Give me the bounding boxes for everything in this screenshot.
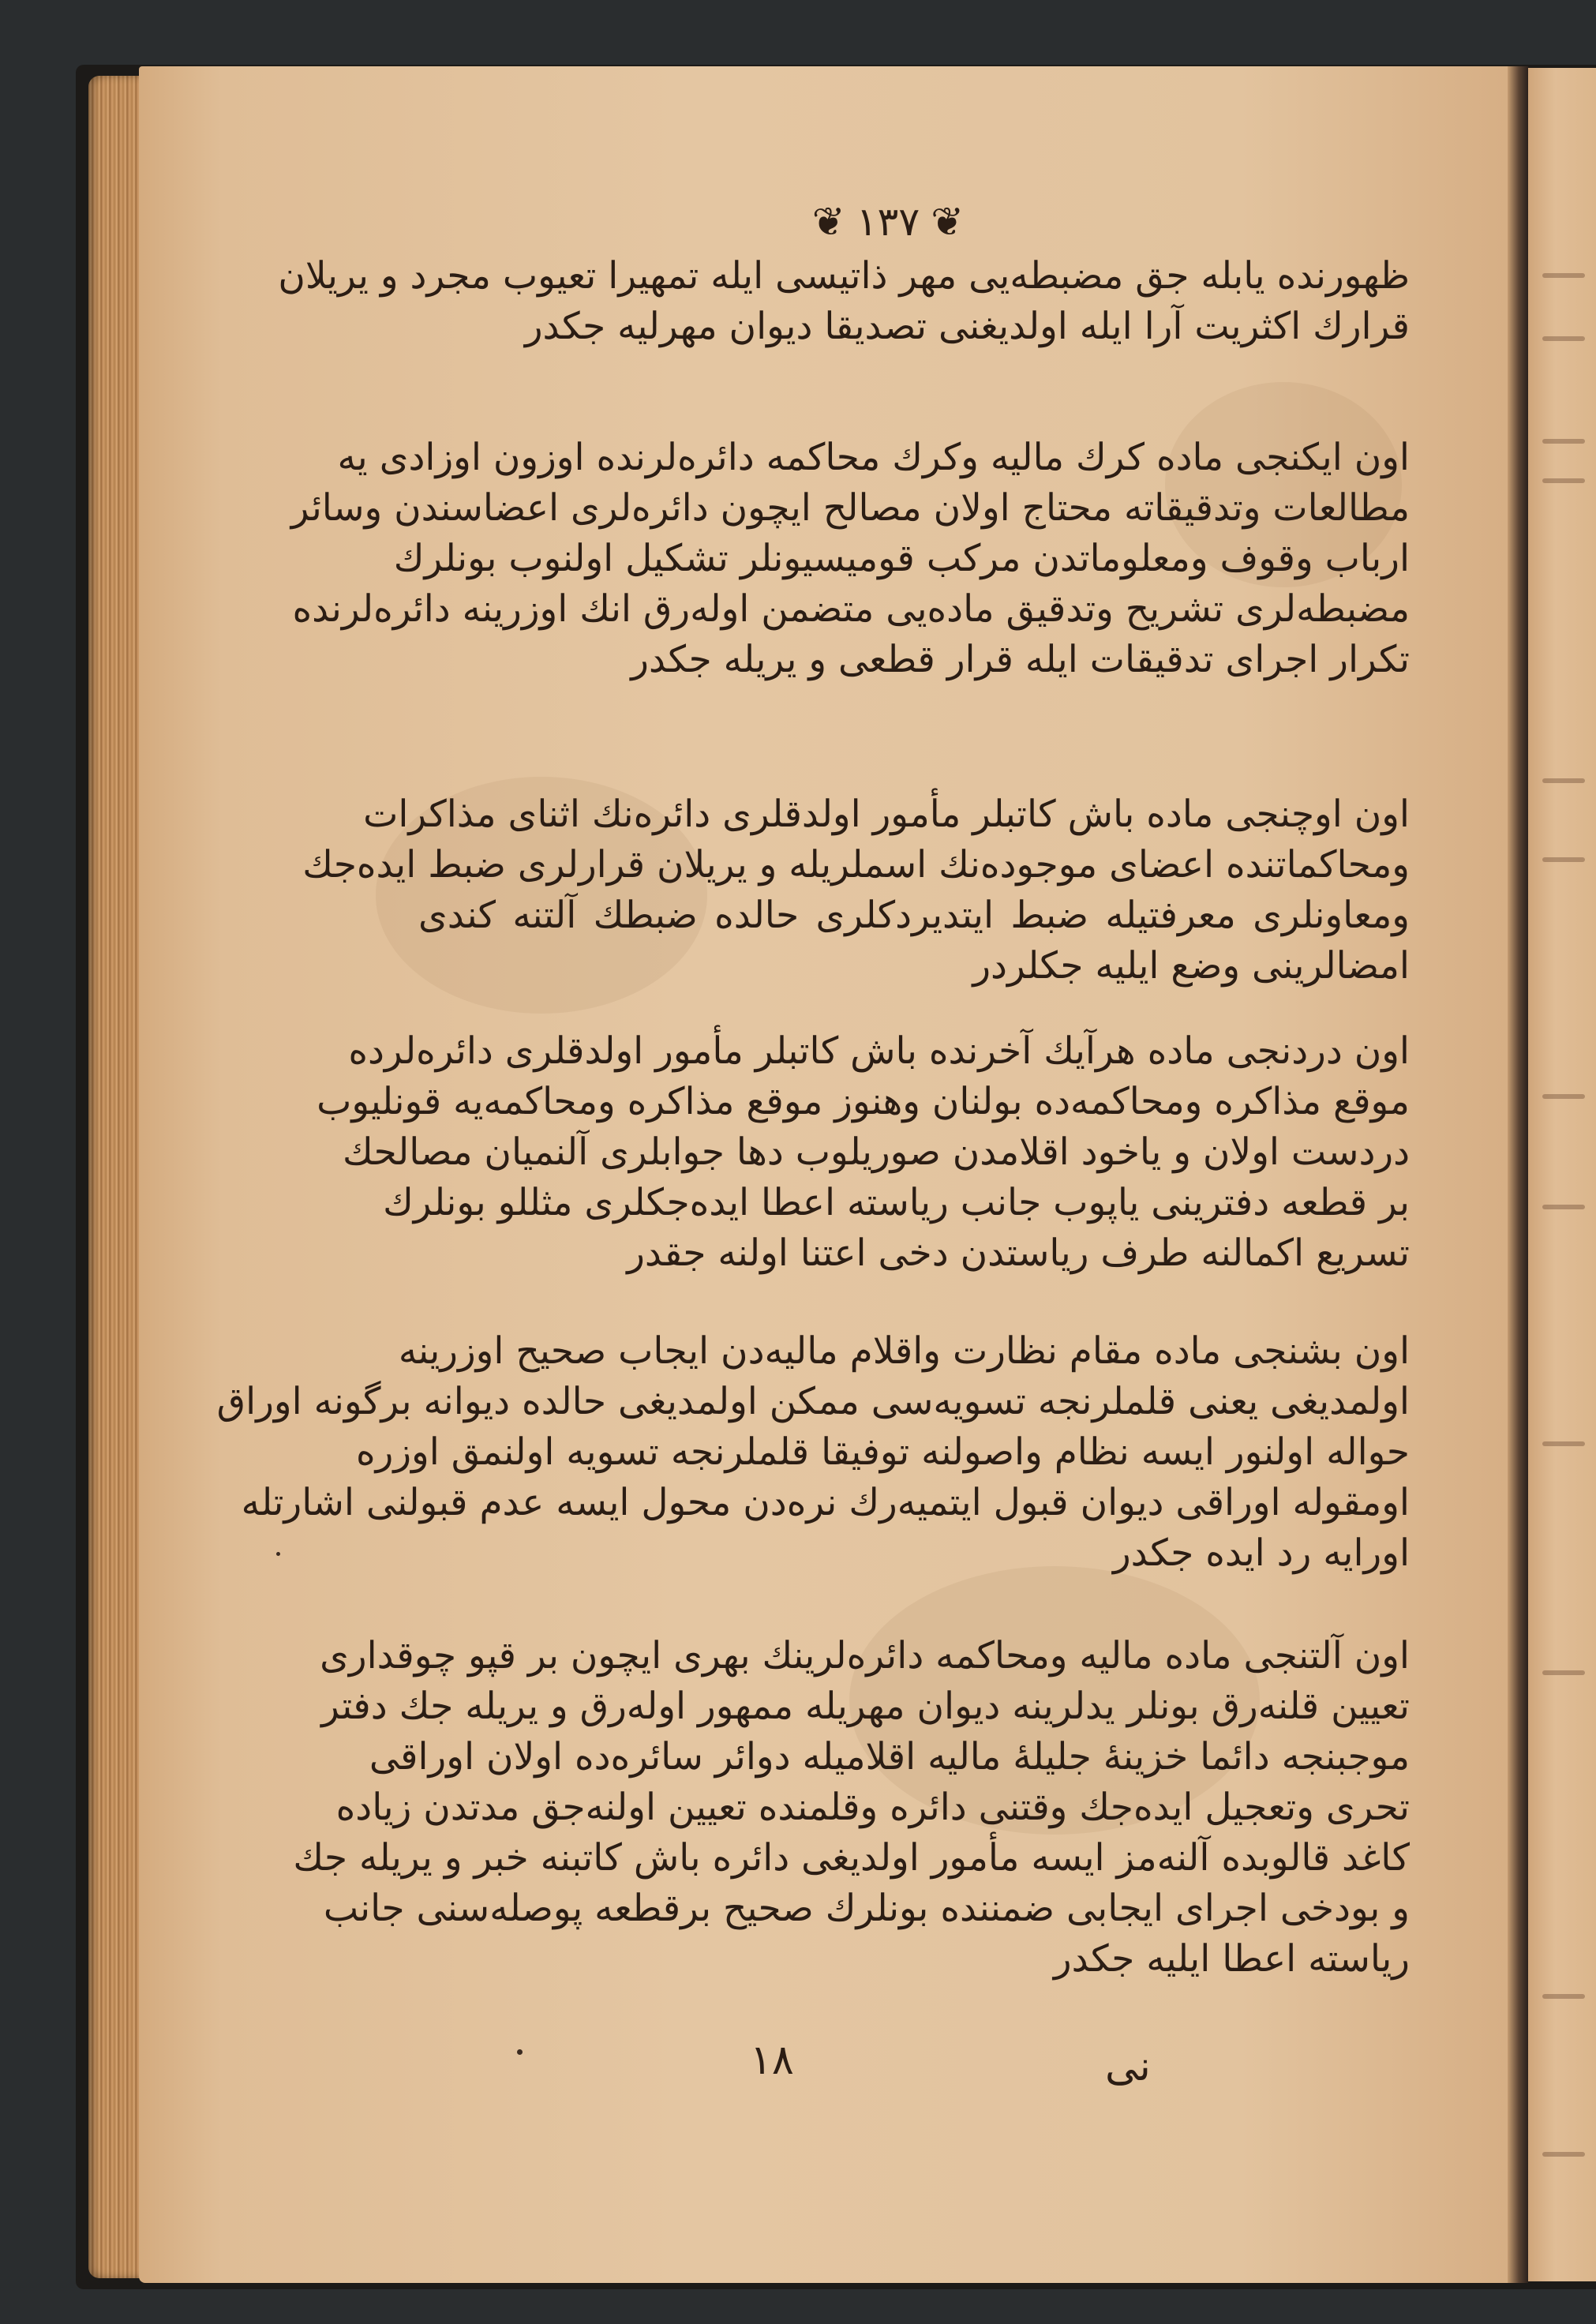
text-line: مطالعات وتدقیقاته محتاج اولان مصالح ایچون دائره‌لری اعضاسندن وسائر [290, 486, 1410, 530]
paragraph-article-12 [290, 433, 1410, 685]
adjacent-text-fragment [1542, 439, 1585, 444]
text-line: موجبنجه دائما خزینهٔ جلیله‌ٔ مالیه اقلامیله دوائر سائره‌ده اولان اوراقی [369, 1735, 1410, 1779]
text-line: بر قطعه دفترینی یاپوب جانب ریاسته اعطا ایده‌جکلری مثللو بونلرك [383, 1181, 1410, 1224]
text-line: اولمدیغی یعنی قلملرنجه تسویه‌سی ممکن اولمدیغی حالده دیوانه برگونه اوراق [216, 1380, 1410, 1423]
paragraph-article-15 [216, 1326, 1410, 1579]
adjacent-text-fragment [1542, 857, 1585, 862]
ornament-icon: ❦ [811, 199, 845, 245]
text-line: اومقوله اوراقی دیوان قبول ایتمیه‌رك نره‌دن محول ایسه عدم قبولنی اشارتله [241, 1481, 1410, 1524]
text-line: اون اوچنجی ماده باش کاتبلر مأمور اولدقلری دائره‌نك اثنای مذاکرات [363, 793, 1410, 836]
paragraph-article-13 [302, 789, 1410, 991]
adjacent-text-fragment [1542, 1205, 1585, 1209]
page-footer [418, 2037, 1410, 2100]
text-line: کاغد قالوبده آلنه‌مز ایسه مأمور اولدیغی دائره باش کاتبنه خبر و یریله جك [293, 1836, 1410, 1880]
text-line: اون ایکنجی ماده کرك مالیه وکرك محاکمه دائره‌لرنده اوزون اوزادی یه [337, 436, 1410, 479]
paragraph-article-14 [317, 1026, 1410, 1279]
text-line: ومعاونلری معرفتیله ضبط ایتدیردکلری حالده ضبطك آلتنه کندی [418, 894, 1410, 937]
text-line: تعیین قلنه‌رق بونلر یدلرینه دیوان مهریله ممهور اوله‌رق و یریله جك دفتر [321, 1685, 1410, 1728]
text-line: دردست اولان و یاخود اقلامدن صوریلوب دها جوابلری آلنمیان مصالحك [342, 1130, 1410, 1174]
adjacent-text-fragment [1542, 1670, 1585, 1675]
text-line: اورایه رد ایده جکدر [1112, 1531, 1410, 1575]
adjacent-text-fragment [1542, 1994, 1585, 1999]
adjacent-text-fragment [1542, 273, 1585, 278]
text-line: قرارك اکثریت آرا ایله اولدیغنی تصدیقا دیوان مهرلیه جکدر [524, 305, 1410, 348]
text-line: تسریع اکمالنه طرف ریاستدن دخی اعتنا اولنه جقدر [627, 1231, 1410, 1275]
page-number: ١٣٧ [856, 199, 920, 245]
signature-mark: ١٨ [750, 2037, 794, 2084]
ornament-icon: ❦ [931, 199, 965, 245]
text-line: مضبطه‌لری تشریح وتدقیق ماده‌یی متضمن اوله‌رق انك اوزرینه دائره‌لرنده [292, 587, 1410, 631]
ink-speck [276, 1552, 280, 1556]
text-line: تحری وتعجیل ایده‌جك وقتنی دائره وقلمنده تعیین اولنه‌جق مدتدن زیاده [335, 1786, 1410, 1829]
adjacent-text-fragment [1542, 2152, 1585, 2157]
adjacent-page-edge [1528, 68, 1596, 2281]
adjacent-text-fragment [1542, 336, 1585, 341]
text-body [216, 0, 1410, 2324]
text-line: اون دردنجی ماده هرآیك آخرنده باش کاتبلر مأمور اولدقلری دائره‌لرده [348, 1029, 1410, 1073]
book-gutter [1508, 66, 1528, 2283]
text-line: ریاسته اعطا ایلیه جکدر [1053, 1937, 1410, 1981]
adjacent-text-fragment [1542, 1441, 1585, 1446]
text-line: تکرار اجرای تدقیقات ایله قرار قطعی و یریله جکدر [631, 638, 1410, 681]
ink-speck [517, 2049, 523, 2055]
paragraph-intro [278, 251, 1410, 352]
adjacent-text-fragment [1542, 1094, 1585, 1099]
text-line: حواله اولنور ایسه نظام واصولنه توفیقا قلملرنجه تسویه اولنمق اوزره [356, 1430, 1410, 1474]
text-line: اون بشنجی ماده مقام نظارت واقلام مالیه‌دن ایجاب صحیح اوزرینه [398, 1329, 1410, 1373]
text-line: ومحاکماتنده اعضای موجوده‌نك اسملریله و یریلان قرارلری ضبط ایده‌جك [302, 843, 1410, 886]
paragraph-article-16 [293, 1631, 1410, 1985]
text-line: امضالرینی وضع ایلیه جکلردر [972, 944, 1410, 988]
adjacent-text-fragment [1542, 778, 1585, 783]
catchword: نی [1105, 2043, 1151, 2090]
text-line: اون آلتنجی ماده مالیه ومحاکمه دائره‌لرینك بهری ایچون بر قپو چوقداری [320, 1634, 1410, 1677]
text-line: و بودخی اجرای ایجابی ضمننده بونلرك صحیح برقطعه پوصله‌سنی جانب [323, 1887, 1410, 1930]
text-line: ارباب وقوف ومعلوماتدن مرکب قومیسیونلر تشکیل اولنوب بونلرك [393, 537, 1410, 580]
adjacent-text-fragment [1542, 478, 1585, 483]
text-line: موقع مذاکره ومحاکمه‌ده بولنان وهنوز موقع مذاکره ومحاکمه‌یه قونلیوب [317, 1080, 1410, 1123]
text-line: ظهورنده یابله جق مضبطه‌یی مهر ذاتیسی ایله تمهیرا تعیوب مجرد و یریلان [278, 254, 1410, 298]
